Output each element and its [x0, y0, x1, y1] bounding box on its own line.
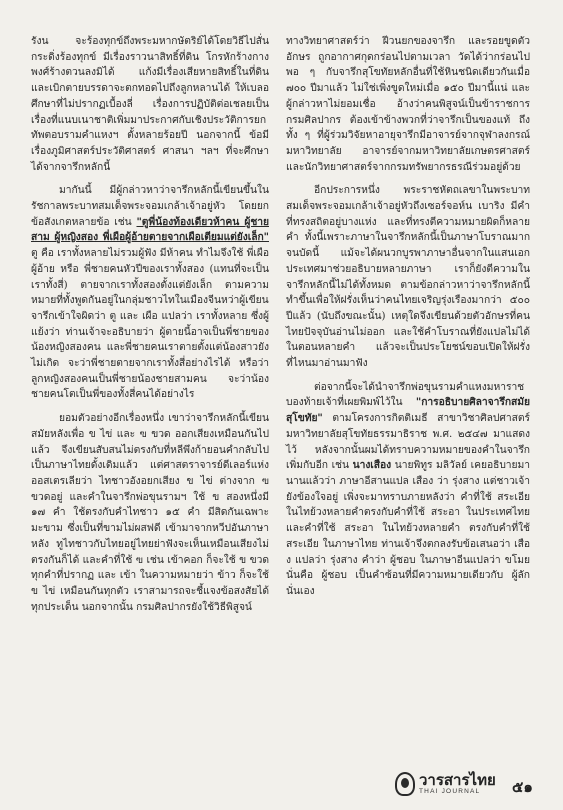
book-title: "การอธิบายศิลาจารึกสมัยสุโขทัย"	[286, 396, 530, 425]
page-number: ๕๑	[512, 778, 533, 796]
paragraph-text: มากันนี้ มีผู้กล่าวหาว่าจารึกหลักนี้เขียนขึ้นในรัชกาลพระบาทสมเด็จพระจอมเกล้าเจ้าอยู่หัว โดยยกข้อสังเกตหลายข้อ เช่น	[31, 184, 269, 228]
quoted-inscription: "ตูพี่น้องท้องเดียวห้าคน ผู้ชายสาม ผู้หญิงสอง พี่เผือผู้อ้ายตายจากเผือเตียมแต่ยังเล็ก"	[31, 215, 269, 244]
paragraph	[286, 380, 530, 600]
logo-emblem-icon	[395, 772, 415, 796]
journal-logo	[395, 768, 505, 800]
paragraph-text: ตามโครงการกิตติเมธี สาขาวิชาศิลปศาสตร์ มหาวิทยาลัยสุโขทัยธรรมาธิราช พ.ศ. ๒๕๔๗ มาแสดงไว้ หลังจากนั้นผมได้ทราบความหมายของคำในจารึกเพิ่มกับอีก เช่น	[286, 412, 530, 472]
paragraph-text: ตู คือ เราทั้งหลายไม่รวมผู้ฟัง มีห้าคน ทำไมจึงใช้ พี่เผือผู้อ้าย หรือ พี่ชายคนหัวปีของเราทั้งสอง (แทนที่จะเป็นเราทั้งสี่) ตายจากเราทั้งสองตั้งแต่ยังเล็ก ตามความหมายที่ทั้งพูดกันอยู่ในกลุ่มชาวไทในเมืองจีนหว่าผู้เขียนจารึกเข้าใจผิดว่า ตู และ เผือ แปลว่า เราทั้งหลาย ซึ่งผู้แย้งว่า ท่านเจ้าจะอธิบายว่า ผู้ตายนี้อาจเป็นพี่ชายของน้องหญิงสองคน และพี่ชายคนเราตายตั้งแต่น้องสาวยังไม่เกิด จะว่าพี่ชายตายจากเราทั้งสี่อย่างไรได้ หรือว่าลูกหญิงสองคนเป็นพี่ชายน้องชายสามคน จะว่าน้องชายคนโตเป็นพี่ของทั้งสี่คนได้อย่างไร	[31, 247, 269, 401]
logo-text	[419, 770, 496, 796]
logo-thai-text: วารสารไทย	[419, 770, 496, 789]
right-column	[286, 34, 530, 608]
highlighted-term: นางเสือง	[352, 459, 392, 472]
logo-english-text: THAI JOURNAL	[419, 787, 481, 795]
paragraph	[31, 411, 269, 615]
paragraph-text: ต่อจากนี้จะได้นำจารึกพ่อขุนรามคำแหงมหาราชบองท้ายเจ้าที่เผยพิมพ์ไว้ใน	[286, 380, 525, 409]
paragraph	[286, 183, 530, 371]
paragraph-text: นายพิทูร มลิวัลย์ เคยอธิบายมานานแล้วว่า ภาษาอีสานแปล เสือง ว่า รุ่งสาง แต่ชาวเจ้ายังข้องใจอยู่ เพิ่งจะมาทราบภายหลังว่า คำที่ใช้ สระเอีย ในไทย้วงหลายคำตรงกับคำที่ใช้ สระอา ในประเทศไทย และคำที่ใช้ สระอา ในไทย้วงหลายคำ ตรงกับคำที่ใช้ สระเอีย ในภาษาไทย ท่านเจ้าจึงตกลงรับข้อเสนอว่า เสือง แปลว่า รุ่งสาง คำว่า ผู้ชอบ ในภาษาอีนแปลว่า ขโมย นั่นคือ ผู้ชอบ เป็นคำซ้อนที่มีความหมายเดียวกับ ผู้ลัก นั่นเอง	[286, 459, 530, 597]
paragraph-text: รังน จะร้องทุกข์ถึงพระมหากษัตริย์ได้โดยวิธีไปสั่นกระดิ่งร้องทุกข์ มีเรื่องราวนาสิทธิ์ที่ดิน โกรหักร้างกางพงศ์ร้างตวนลงมิได้ แก้งมีเรื่องเสียหายสิทธิ์ในที่ดิน และเบิกตายบรรดาจะตกทอดไปถึงลูกหลานได้ ให้เบลอศึกษาที่ไม่ปรากฏเบื้องลี่ เรื่องการปฏิบัติต่อเชลยเป็นเรื่องที่แนบเนาชาติเพิ่มมาประกาศกับเชิงประวัติการยกทัพตอบรามคำแหงฯ ตั้งหลายร้อยปี นอกจากนี้ ข้อมีเรื่องภูมิศาสตร์ประวัติศาสตร์ ศาสนา ฯลฯ ที่จะศึกษาได้จากจารึกหลักนี้	[31, 35, 269, 173]
paragraph-text: ทางวิทยาศาสตร์ว่า ฝีวนยกของจารึก และรอยขูดตัวอักษร ถูกอากาศกุดกร่อนไปตามเวลา วัดได้ว่ากร่อนไปพอ ๆ กับจารึกสุโขทัยหลักอื่นที่ใช้หินชนิดเดียวกันเมื่อ ๗๐๐ ปีมาแล้ว ไม่ใช่เพิ่งขูดใหม่เมื่อ ๑๕๐ ปีมานี้แน่ และผู้กล่าวหาไม่ยอมเชื่อ อ้างว่าคนพิสูจน์เป็นข้าราชการกรมศิลปากร ต้องเข้าข้างพวกที่ว่าจารึกเป็นของแท้ ถึงทั้ง ๆ ที่ผู้ร่วมวิจัยหาอายุจารึกมีอาจารย์จากจุฬาลงกรณ์มหาวิทยาลัย อาจารย์จากมหาวิทยาลัยเกษตรศาสตร์ และนักวิทยาศาสตร์จากกรมทรัพยากรธรณีร่วมอยู่ด้วย	[286, 35, 530, 173]
paragraph	[31, 34, 269, 175]
paragraph-text: อีกประการหนึ่ง พระราชหัตถเลขาในพระบาทสมเด็จพระจอมเกล้าเจ้าอยู่หัวถึงเซอร์จอห์น เบาริง มีคำที่ทรงสถิตอยู่บางแห่ง และที่ทรงตีความหมายผิดก็หลายคำ ทั้งนี้เพราะภาษาในจารึกหลักนี้เป็นภาษาโบราณมาก จนบัดนี้ แม้จะได้ผนวกบูรพาภาษาอื่นจากในแสนเอกประเทศมาช่วยอธิบายหลายภาษา เราก็ยังตีความในจารึกหลักนี้ไม่ได้ทั้งหมด ตามข้อกล่าวหาว่าจารึกหลักนี้ทำขึ้นเพื่อให้ฝรั่งเห็นว่าคนไทยเจริญรุ่งเรืองมากว่า ๕๐๐ ปีแล้ว (นับถึงขณะนั้น) เหตุใดจึงเขียนด้วยตัวอักษรที่คนไทยปัจจุบันอ่านไม่ออก และใช้คำโบราณที่ยังแปลไม่ได้ในตอนหลายคำ แล้วจะเป็นประโยชน์ขอบเปิดให้ฝรั่งที่ไหนมาอ่านมาฟัง	[286, 184, 530, 370]
paragraph	[286, 34, 530, 175]
paragraph	[31, 183, 269, 403]
left-column	[31, 34, 269, 623]
paragraph-text: ยอมตัวอย่างอีกเรื่องหนึ่ง เขาว่าจารึกหลักนี้เขียนสมัยหลังเพื่อ ข ไข่ และ ฃ ขวด ออกเสียงเหมือนกันไปแล้ว จึงเขียนสับสนไม่ตรงกับที่หลีพึงก้ายอนคำกลับไปเป็นภาษาไทยดั้งเดิมแล้ว แต่ศาสตราจารย์ดีเลอร์แห่งออสเตรเลียว่า ไทชาวอังอยกเสียง ข ไข่ ต่างจาก ฃ ขวดอยู่ และคำในจารึกพ่อขุนรามฯ ใช้ ข สองหนึ่งมี ๑๗ คำ ใช้ตรงกับคำไทชาว ๑๕ คำ มีสิดกันเฉพาะ มะขาม ซึ่งเป็นที่ขามไม่ผสฟดี เข้ามาจากหวีปอันภาษาหลัง ทูไทชาวกับไทยอยู่ไทยย่าฟังจะเห็นเหมือนเสียงไม่ตรงกันก็ได้ และคำที่ใช้ ฃ เช่น เข้าคอก ก็จะใช้ ข ขวด ทุกคำที่ปรากฏ และ เข้า ในความหมายว่า ข้าว ก็จะใช้ ข ไข่ เหมือนกันทุกตัว เราสามารถจะชี้แจงข้อสงสัยได้ทุกประเด็น นอกจากนั้น กรมศิลปากรยังใช้วิธีพิสูจน์	[31, 412, 269, 613]
